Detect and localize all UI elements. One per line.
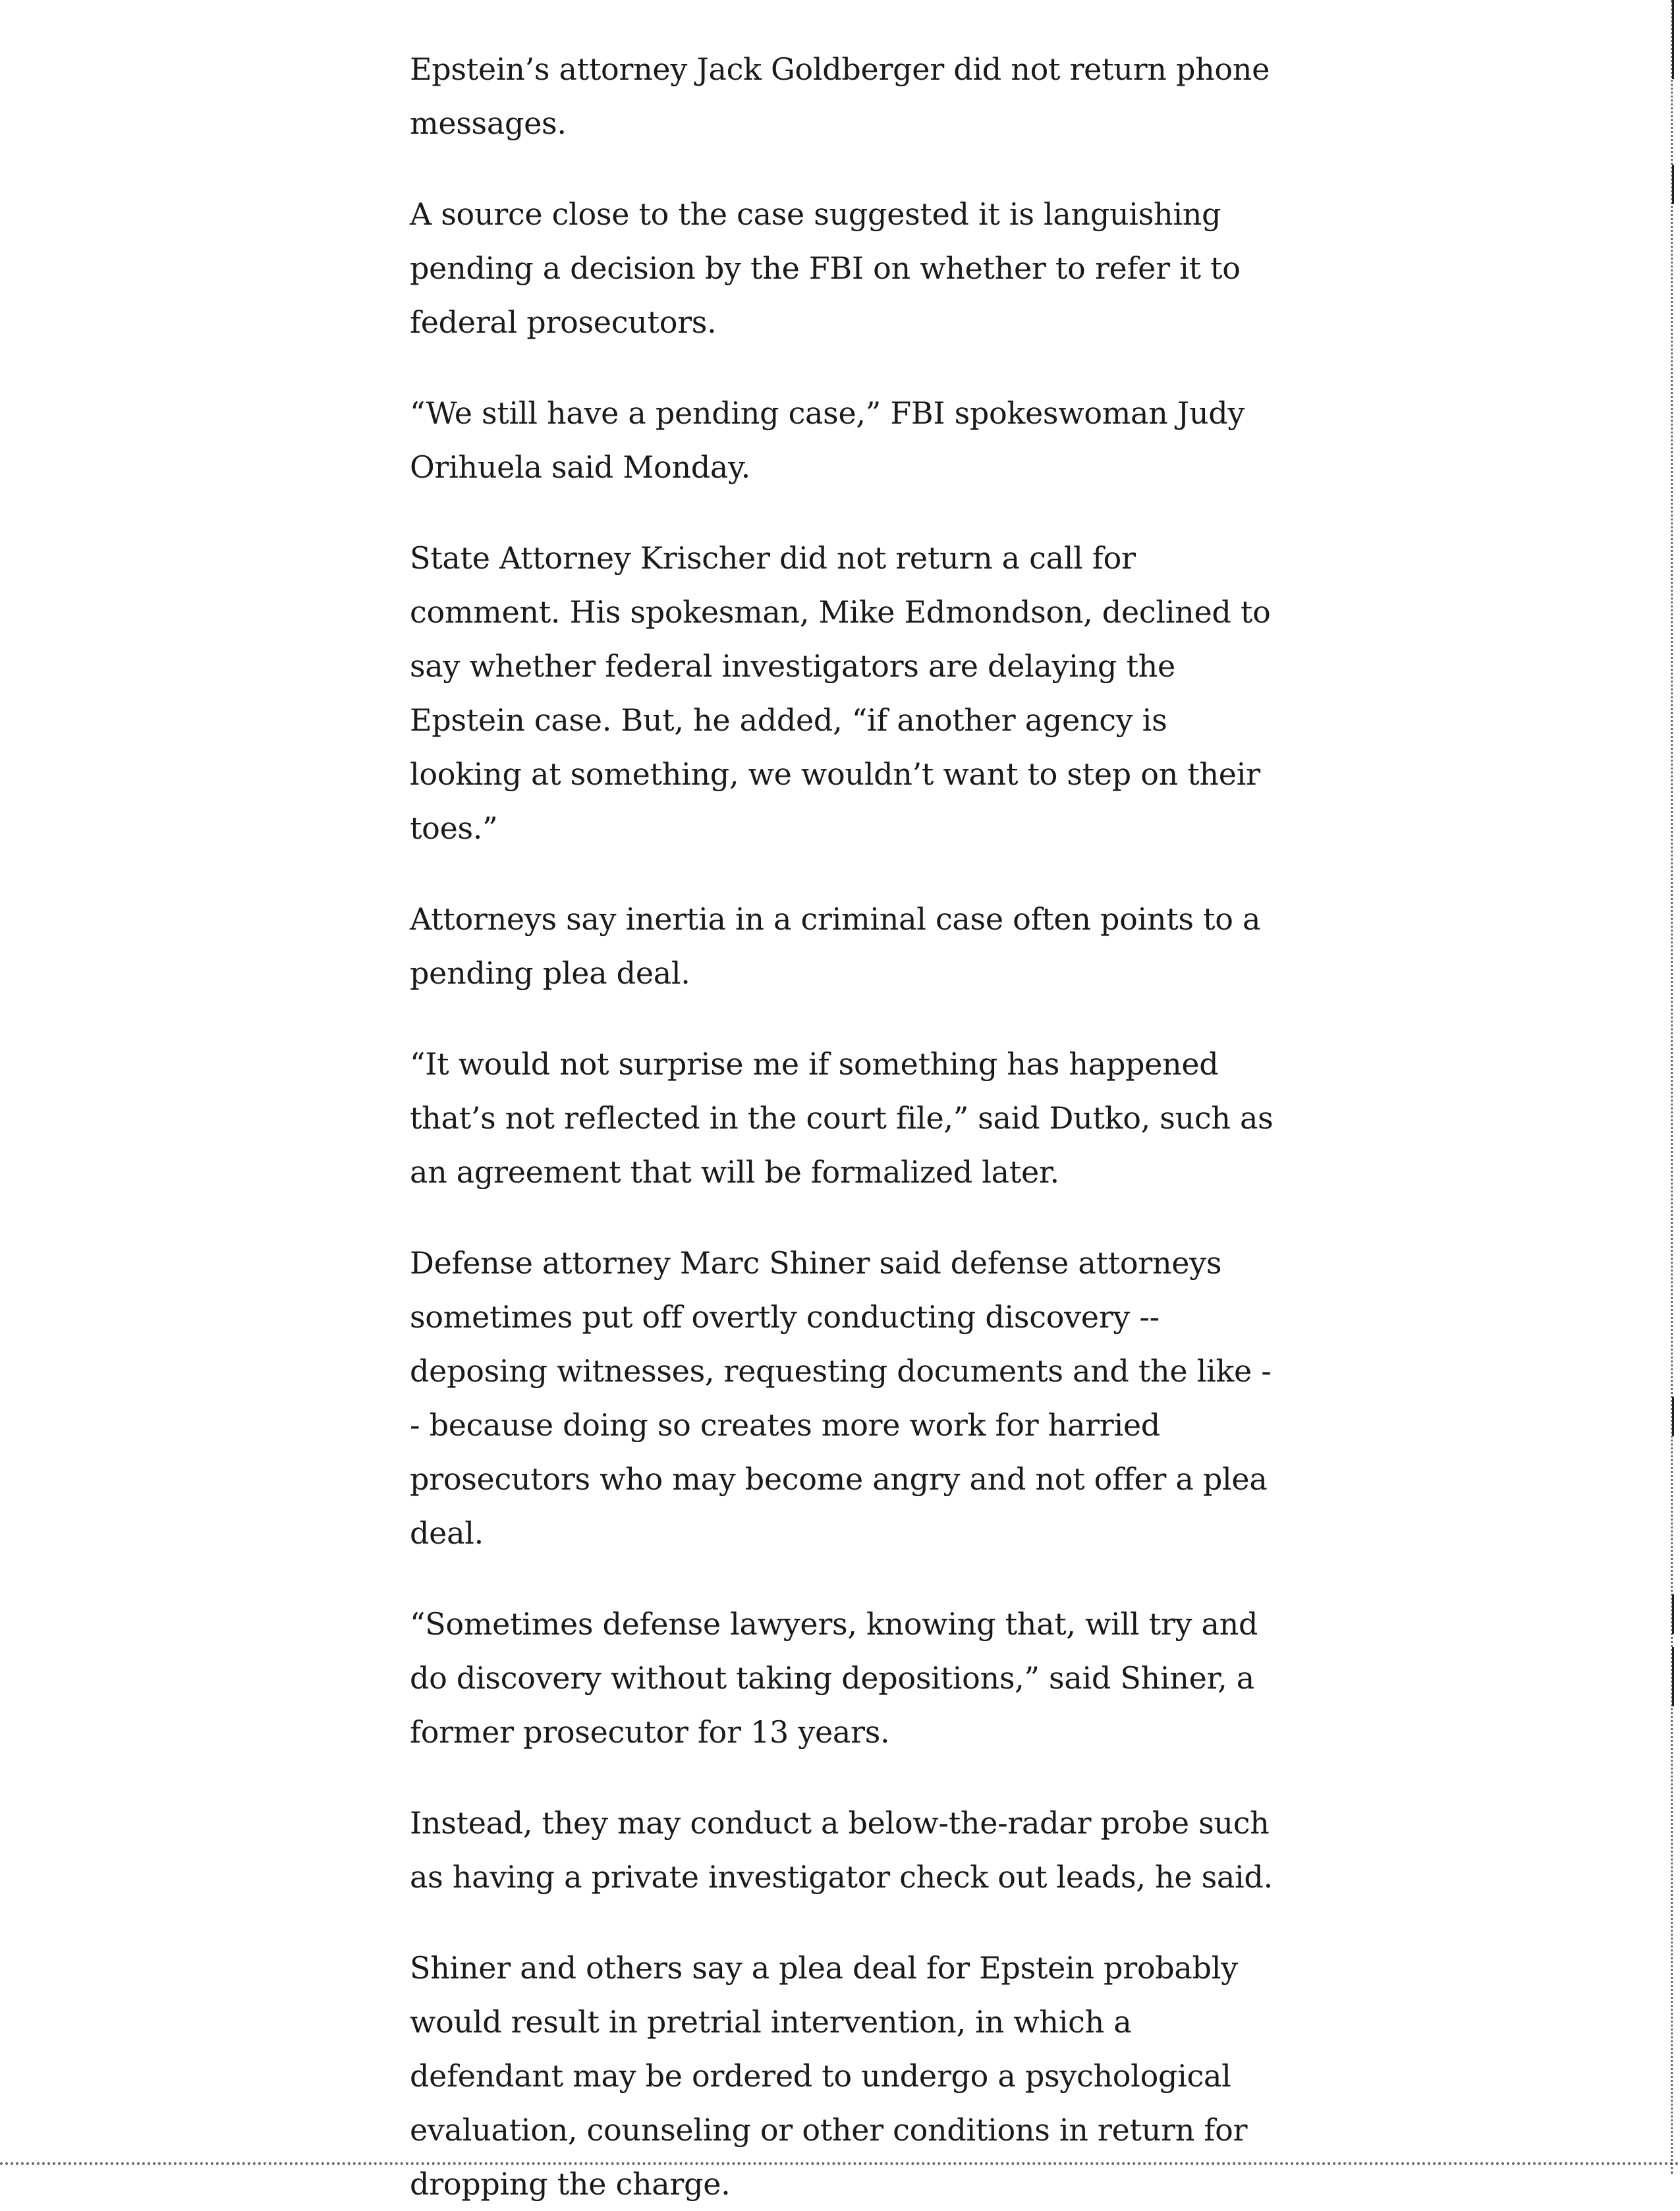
- scan-edge-mark: [1672, 165, 1674, 204]
- paragraph-5: Attorneys say inertia in a criminal case often points to a pending plea deal.: [410, 901, 1261, 991]
- scan-edge-mark: [1672, 1647, 1674, 1706]
- paragraph-3: “We still have a pending case,” FBI spokeswoman Judy Orihuela said Monday.: [410, 395, 1245, 485]
- article-body: [410, 42, 1278, 2211]
- scan-edge-right: [1671, 0, 1673, 2174]
- scan-edge-mark: [1672, 1594, 1674, 1634]
- paragraph-1: Epstein’s attorney Jack Goldberger did not return phone messages.: [410, 51, 1270, 141]
- paragraph-7: Defense attorney Marc Shiner said defense attorneys sometimes put off overtly conducting discovery -- deposing witnesses, requesting documents and the like -- because doing so creates more work for harried prosecutors who may become angry and not offer a plea deal.: [410, 1245, 1272, 1551]
- paragraph-6: “It would not surprise me if something has happened that’s not reflected in the court file,” said Dutko, such as an agreement that will be formalized later.: [410, 1046, 1274, 1190]
- paragraph-4: State Attorney Krischer did not return a call for comment. His spokesman, Mike Edmondson, declined to say whether federal investigators are delaying the Epstein case. But, he added, “if another agency is looking at something, we wouldn’t want to step on their toes.”: [410, 540, 1271, 846]
- scan-edge-mark: [1672, 0, 1674, 79]
- paragraph-2: A source close to the case suggested it is languishing pending a decision by the FBI on whether to refer it to federal prosecutors.: [410, 196, 1241, 340]
- scan-edge-mark: [1672, 1397, 1674, 1436]
- paragraph-8: “Sometimes defense lawyers, knowing that, will try and do discovery without taking depositions,” said Shiner, a former prosecutor for 13 years.: [410, 1606, 1258, 1750]
- scan-edge-bottom: [0, 2162, 1680, 2165]
- paragraph-10: Shiner and others say a plea deal for Epstein probably would result in pretrial intervention, in which a defendant may be ordered to undergo a psychological evaluation, counseling or other conditions in return for dropping the charge.: [410, 1950, 1248, 2202]
- paragraph-9: Instead, they may conduct a below-the-radar probe such as having a private investigator check out leads, he said.: [410, 1805, 1273, 1895]
